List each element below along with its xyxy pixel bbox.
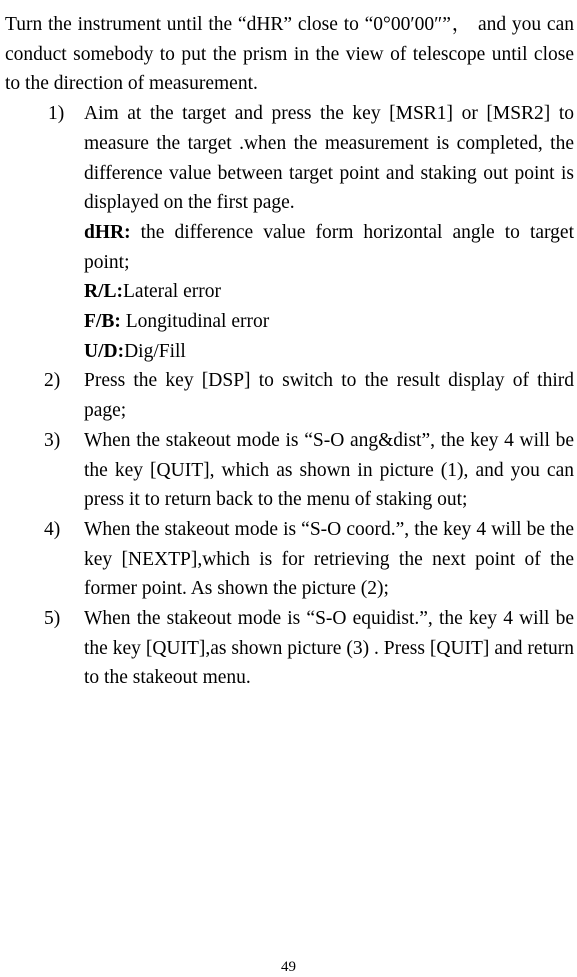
step-1 <box>5 99 574 218</box>
step-5 <box>5 604 574 693</box>
step-2 <box>5 366 574 425</box>
definition-rl-text: Lateral error <box>123 281 221 303</box>
step-3-text: When the stakeout mode is “S-O ang&dist”, the key 4 will be the key [QUIT], which as shown in picture (1), and you can press it to return back to the menu of staking out; <box>84 429 574 511</box>
definition-ud-term: U/D: <box>84 340 125 362</box>
step-3 <box>5 426 574 515</box>
step-5-text: When the stakeout mode is “S-O equidist.”, the key 4 will be the key [QUIT],as shown picture (3) . Press [QUIT] and return to the stakeout menu. <box>84 608 574 689</box>
page-number: 49 <box>281 959 296 975</box>
definition-fb-text: Longitudinal error <box>120 311 270 333</box>
step-2-text: Press the key [DSP] to switch to the result display of third page; <box>84 370 574 422</box>
step-2-number: 2) <box>44 370 61 392</box>
step-4-number: 4) <box>44 518 61 540</box>
step-4-text: When the stakeout mode is “S-O coord.”, the key 4 will be the key [NEXTP],which is for retrieving the next point of the former point. As shown the picture (2); <box>84 518 574 600</box>
definition-dhr <box>5 218 574 277</box>
step-5-number: 5) <box>44 608 61 630</box>
step-3-number: 3) <box>44 429 61 451</box>
step-4 <box>5 515 574 604</box>
definition-dhr-text: the difference value form horizontal angle to target point; <box>84 221 574 273</box>
definition-ud-text: Dig/Fill <box>124 340 186 362</box>
definition-fb <box>5 307 574 337</box>
step-1-text: Aim at the target and press the key [MSR1] or [MSR2] to measure the target .when the measurement is completed, the difference value between target point and staking out point is displayed on the first page. <box>84 103 574 214</box>
step-1-number: 1) <box>48 103 65 125</box>
definition-rl <box>5 277 574 307</box>
document-page <box>5 10 574 693</box>
definition-fb-term: F/B: <box>84 311 121 333</box>
definition-dhr-term: dHR: <box>84 221 131 243</box>
definition-rl-term: R/L: <box>84 281 123 303</box>
definition-ud <box>5 337 574 367</box>
intro-paragraph: Turn the instrument until the “dHR” close to “0°00′00″”， and you can conduct somebody to put the prism in the view of telescope until close to the direction of measurement. <box>5 14 574 95</box>
